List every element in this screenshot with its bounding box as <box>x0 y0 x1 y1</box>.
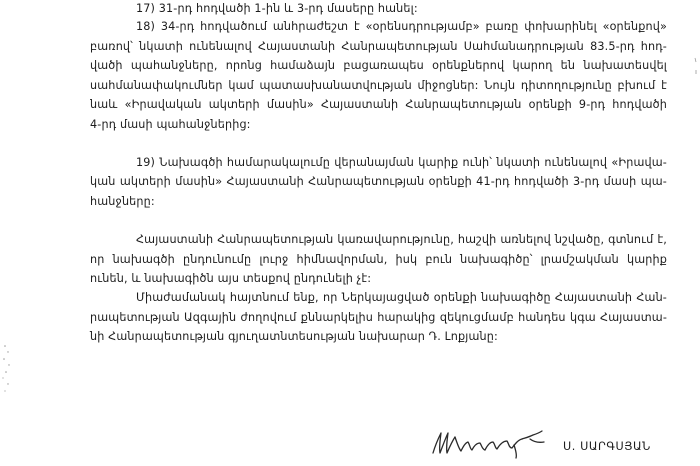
item-18-line-2: բառով՝ նկատի ունենալով Հայաստանի Հանրապետության Սահմանադրության 83.5-րդ հոդ- <box>90 40 667 53</box>
scan-artifact-edge <box>688 0 700 120</box>
item-18-line-5: նաև «Իրավական ակտերի մասին» Հայաստանի Հանրապետության օրենքի 9-րդ հոդվածի <box>90 98 667 111</box>
notice-line-3: նի Հանրապետության գյուղատնտեսության նախարար Դ. Լոքյանը: <box>90 330 498 343</box>
item-18-line-3: վածի պահանջները, որոնց համաձայն բացառապես օրենքներով կարող են նախատեսվել <box>90 59 667 72</box>
item-19-line-2: կան ակտերի մասին» Հայաստանի Հանրապետության օրենքի 41-րդ հոդվածի 3-րդ մասի պա- <box>90 175 667 188</box>
item-19-line-1: 19) Նախագծի համարակալումը վերանայման կարիք ունի՝ նկատի ունենալով «Իրավա- <box>136 156 667 169</box>
conclusion-line-2: որ նախագծի ընդունումը լուրջ հիմնավորման, իսկ բուն նախագիծը՝ լրամշակման կարիք <box>90 253 667 266</box>
conclusion-line-3: ունեն, և նախագիծն այս տեսքով ընդունելի չէ: <box>90 272 372 285</box>
item-17-line: 17) 31-րդ հոդվածի 1-ին և 3-րդ մասերը հանել: <box>136 2 418 15</box>
conclusion-line-1: Հայաստանի Հանրապետության կառավարությունը, հաշվի առնելով նշվածը, գտնում է, <box>136 233 667 246</box>
signature-image <box>430 425 550 459</box>
signer-name: Ս. ՍԱՐԳՍՅԱՆ <box>563 440 651 453</box>
item-19-line-3: հանջները: <box>90 195 155 208</box>
scan-artifact-dots <box>0 340 20 400</box>
item-18-line-6: 4-րդ մասի պահանջներից: <box>90 118 251 131</box>
item-18-line-1: 18) 34-րդ հոդվածում անհրաժեշտ է «օրենսդրությամբ» բառը փոխարինել «օրենքով» <box>136 20 667 33</box>
item-18-line-4: սահմանափակումներ կամ պատասխանատվության միջոցներ: Նույն դիտողությունը բխում է <box>90 79 667 92</box>
notice-line-1: Միաժամանակ հայտնում ենք, որ Ներկայացված օրենքի նախագիծը Հայաստանի Հան- <box>136 291 667 304</box>
notice-line-2: րապետության Ազգային ժողովում քննարկելիս հարակից զեկուցմամբ հանդես կգա Հայաստա- <box>90 311 667 324</box>
